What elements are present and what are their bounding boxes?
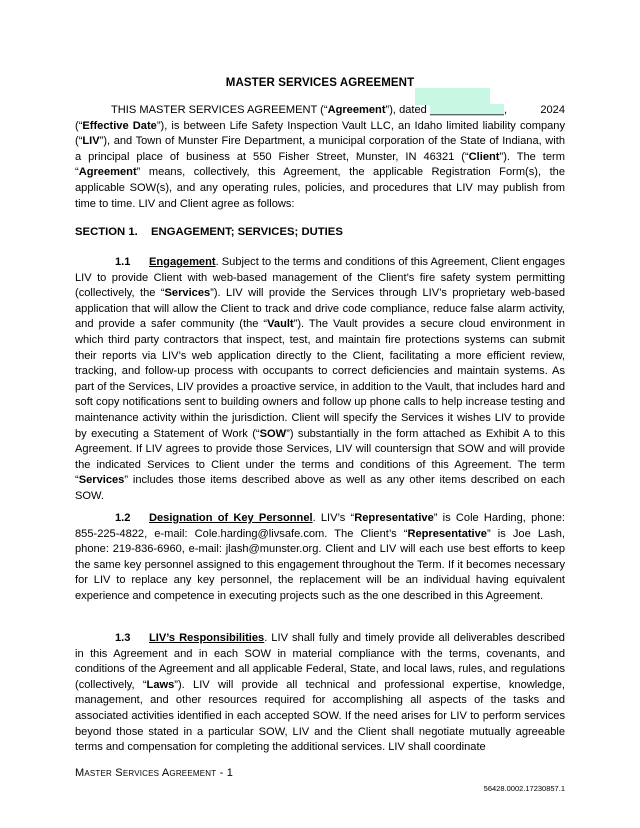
document-id: 56428.0002.17230857.1 <box>483 784 565 793</box>
year: 2024 <box>540 104 565 116</box>
section-1-2: 1.2 Designation of Key Personnel. LIV’s “Representative” is Cole Harding, phone: 855-225-4822, e-mail: Cole.harding@livsafe.com. The Client’s “Representative” is Joe Lash, phone: 219-836-6960, e-mail: jlash@munster.org. Client and LIV will each use best efforts to keep the same key personnel assigned to this engagement throughout the Term. If it becomes necessary for LIV to replace any key personnel, the replacement will be an individual having equivalent experience and competence in executing projects such as the one described in this Agreement. <box>75 512 565 602</box>
intro-paragraph: THIS MASTER SERVICES AGREEMENT (“Agreement”), dated ____________, 2024 (“Effective Date”), is between Life Safety Inspection Vault LLC, an Idaho limited liability company (“LIV”), and Town of Munster Fire Department, a municipal corporation of the State of Indiana, with a principal place of business at 550 Fisher Street, Munster, IN 46321 (“Client”). The term “Agreement” means, collectively, this Agreement, the applicable Registration Form(s), the applicable SOW(s), and any operating rules, policies, and procedures that LIV may publish from time to time. LIV and Client agree as follows: <box>75 104 565 210</box>
section-1-heading: SECTION 1. ENGAGEMENT; SERVICES; DUTIES <box>75 226 343 238</box>
page-footer: Master Services Agreement - 1 <box>75 767 234 779</box>
document-title: MASTER SERVICES AGREEMENT <box>225 77 415 89</box>
date-blank[interactable]: ____________ <box>429 104 504 116</box>
section-1-3: 1.3 LIV’s Responsibilities. LIV shall fully and timely provide all deliverables described in this Agreement and in each SOW in material compliance with the terms, covenants, and conditions of the Agreement and all applicable Federal, State, and local laws, rules, and regulations (collectively, “Laws”). LIV will provide all technical and professional expertise, knowledge, management, and other resources required for accomplishing all aspects of the tasks and associated activities identified in each accepted SOW. If the need arises for LIV to perform services beyond those stated in a particular SOW, LIV and the Client shall negotiate mutually agreeable terms and compensation for completing the additional services. LIV shall coordinate <box>75 632 565 754</box>
section-1-1: 1.1 Engagement. Subject to the terms and conditions of this Agreement, Client engages LIV to provide Client with web-based management of the Client’s fire safety system permitting (collectively, the “Services”). LIV will provide the Services through LIV’s proprietary web-based application that will allow the Client to track and drive code compliance, reduce false alarm activity, and provide a safer community (the “Vault”). The Vault provides a secure cloud environment in which third party contractors that inspect, test, and maintain fire protections systems can submit their reports via LIV’s web application directly to the Client, facilitating a more efficient review, tracking, and follow-up process with occupants to correct deficiencies and maintain systems. As part of the Services, LIV provides a proactive service, in addition to the Vault, that includes hard and soft copy notifications sent to building owners and follow up phone calls to help increase testing and maintenance activity within the jurisdiction. Client will specify the Services it wishes LIV to provide by executing a Statement of Work (“SOW”) substantially in the form attached as Exhibit A to this Agreement. If LIV agrees to provide those Services, LIV will countersign that SOW and will provide the indicated Services to Client under the terms and conditions of this Agreement. The term “Services” includes those items described above as well as any other items described on each SOW. <box>75 256 566 502</box>
